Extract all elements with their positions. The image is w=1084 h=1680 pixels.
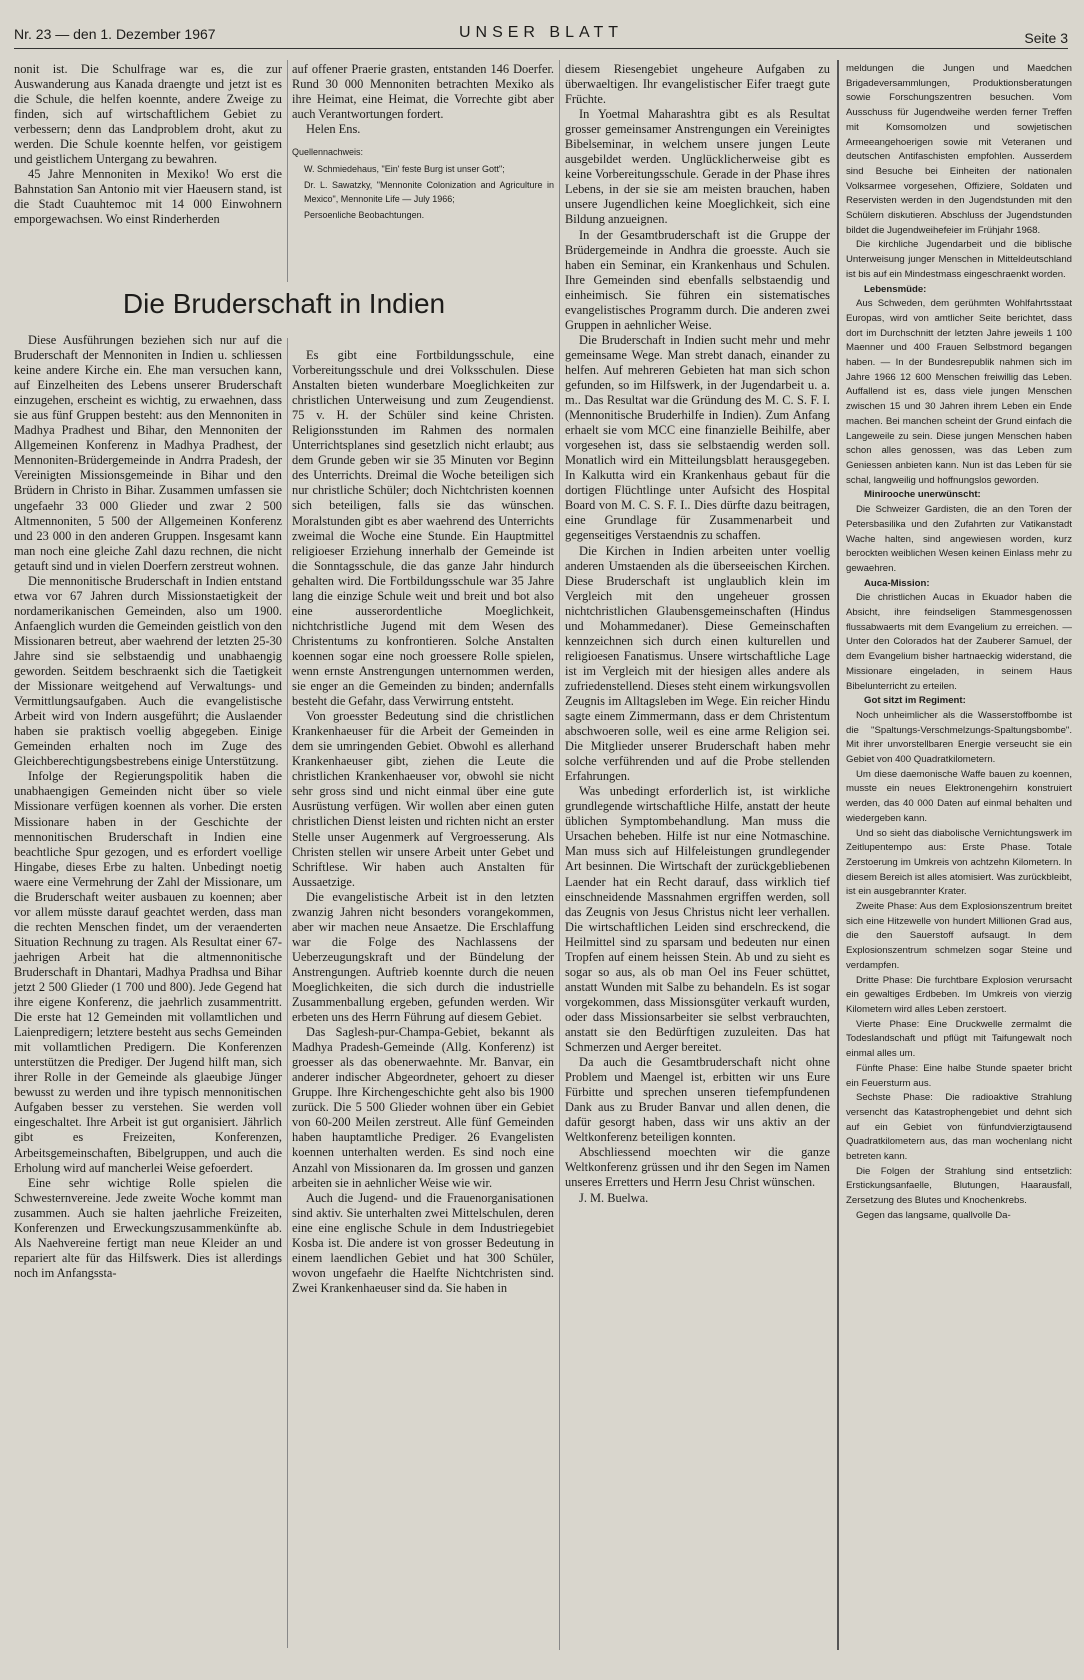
paragraph: Von groesster Bedeutung sind die christlichen Krankenhaeuser für die Arbeit der Gemeinden in dem sie umringenden Gebiet. Obwohl es allerhand Krankenhaeuser gibt, ziehen die Leute die christlichen Krankenhaeuser vor, obwohl sie nicht sehr gross sind und nicht einmal über eine gute Ausrüstung verfügen. Wir wollen aber einen guten christlichen Dienst leisten und richten nicht an erster Stelle unser Augenmerk auf Vergroesserung. Als Christen stellen wir unsere Arbeit unter Gebet und Schriftlese. Wir haben auch Anstalten für Aussaetzige. [292, 709, 554, 889]
article-col1 [14, 333, 282, 1281]
paragraph: Was unbedingt erforderlich ist, ist wirkliche grundlegende wirtschaftliche Hilfe, anstatt der heute üblichen Symptombehandlung. Man muss die Ursachen beheben. Hilfe ist nur eine Notmaschine. Man muss sich auf Hilfeleistungen grundlegender Art besinnen. Die Wirtschaft der zurückgebliebenen Laender hat ein Recht darauf, dass wirklich tief einschneidende Massnahmen ergriffen werden, soll das Zeugnis von Jesus Christus nicht leer verhallen. Die wirtschaftlichen Leiden sind erschreckend, die Heilmittel sind zu sparsam und bedeuten nur einen Tropfen auf einem heissen Stein. Ab und zu sieht es sogar so aus, als ob man Oel ins Feuer schüttet, anstatt Wunden mit Salbe zu behandeln. Es ist sogar vorgekommen, dass Missionsgüter verkauft wurden, oder dass Missionsarbeiter sie selbst verbrauchten, anstatt sie den Bedürftigen zuzuleiten. Das hat Schmerzen und Aerger bereitet. [565, 784, 830, 1055]
sources-label: Quellennachweis: [292, 147, 364, 158]
article-col2 [292, 348, 554, 1296]
issue-date: Nr. 23 — den 1. Dezember 1967 [14, 26, 216, 42]
header-rule [14, 48, 1068, 49]
sidebar-paragraph: Gegen das langsame, quallvolle Da- [856, 1209, 1011, 1221]
sidebar-paragraph: Zweite Phase: Aus dem Explosionszentrum breitet sich eine Hitzewelle von hundert Millionen Grad aus, die den Sauerstoff aufsaugt. In dem Explosionszentrum schmelzen sogar Steine und verdampfen. [846, 901, 1072, 971]
author-signature: Helen Ens. [306, 122, 361, 137]
sidebar-paragraph: Um diese daemonische Waffe bauen zu koennen, musste ein neues Elektronengehirn konstruiert werden, das 40 000 Daten auf einmal behalten und wiedergeben kann. [846, 768, 1072, 824]
sidebar-paragraph: Die Folgen der Strahlung sind entsetzlich: Erstickungsanfaelle, Blutungen, Haarausfall, Zersetzung des Blutes und Knochenkrebs. [846, 1165, 1072, 1207]
paragraph: Infolge der Regierungspolitik haben die unabhaengigen Gemeinden nicht über so viele Missionare verfügen koennen als vorher. Die ersten Missionare haben in der Geschichte der mennonitischen Bruderschaft in Indien eine beachtliche Spur gezogen, und es erfordert voellige Hingabe, dieses Erbe zu halten. Unbedingt noetig waere eine Vermehrung der Zahl der Missionare, um die Bruderschaft weiter ausbauen zu koennen; aber vor allem müsste darauf geachtet werden, dass man die rechten Menschen findet, um der veraenderten Situation Rechnung zu tragen. Als Resultat einer 67-jaehrigen Arbeit hat die altmennonitische Bruderschaft in Dhantari, Madhya Pradhsa und Bihar jetzt 2 500 Glieder (1 700 und 800). Jede Gegend hat ihre eigene Konferenz, die jaehrlich zusammentritt. Die erste hat 12 Gemeinden mit vollamtlichen und Laienpredigern; letztere besteht aus sechs Gemeinden mit vollamtlichen Predigern. Die Konferenzen unterstützen die Prediger. Der Jugend hilft man, sich ihrer Rolle in der Gemeinde als glaeubige Jünger bewusst zu werden und ihre typisch mennonitischen Aufgaben besser zu verstehen. Sie werden voll eingeschaltet. Ihre Arbeit ist gut organisiert. Jährlich gibt es Freizeiten, Konferenzen, Arbeitsgemeinschaften, Bibelgruppen, und auch die Erholung wird auf mancherlei Weise gefoerdert. [14, 769, 282, 1175]
sidebar-paragraph: Die kirchliche Jugendarbeit und die biblische Unterweisung junger Menschen in Mitteldeutschland ist bis auf ein Mindestmass eingeschraenkt worden. [846, 239, 1072, 280]
article-headline: Die Bruderschaft in Indien [122, 288, 446, 319]
sidebar-subheading: Lebensmüde: [864, 283, 927, 295]
sidebar-paragraph: Die Schweizer Gardisten, die an den Toren der Petersbasilika und den Zufahrten zur Vatikanstadt Wache halten, sind angewiesen worden, kurz berockten weiblichen Wesen keinen Einlass mehr zu gewaehren. [846, 504, 1072, 574]
sidebar-subheading: Got sitzt im Regiment: [864, 695, 966, 707]
article-col3 [565, 62, 830, 1206]
paragraph: Da auch die Gesamtbruderschaft nicht ohne Problem und Maengel ist, erbitten wir uns Eure Fürbitte und sprechen unseren tiefempfundenen Dank aus zu Bruder Banvar und allen denen, die dafür gesorgt haben, dass wir uns aktiv an der Weltkonferenz beteiligen konnten. [565, 1055, 830, 1145]
paragraph: In Yoetmal Maharashtra gibt es als Resultat grosser gemeinsamer Anstrengungen ein Vereinigtes Bibelseminar, in welchem unsere jungen Leute ausgebildet werden. Unglücklicherweise gibt es keine Vorbereitungsschule. Gerade in der Phase ihres Lebens, in der sie sie am meisten brauchen, haben unsere Jugendlichen keine Moeglichkeit, sich eine Bildung anzueignen. [565, 107, 830, 227]
paragraph: In der Gesamtbruderschaft ist die Gruppe der Brüdergemeinde in Andhra die groesste. Auch sie haben ein Seminar, ein Krankenhaus und Schulen. Ihre Gemeinden sind ebenfalls selbstaendig und einheimisch. Sie führen ein sistematisches evangelistisches Programm durch. Die anderen zwei Gruppen in aehnlicher Weise. [565, 227, 830, 332]
source-item: W. Schmiedehaus, "Ein' feste Burg ist unser Gott"; [304, 164, 505, 175]
sidebar-paragraph: Aus Schweden, dem gerühmten Wohlfahrtsstaat Europas, wird von amtlicher Seite berichtet, dass dort im Durchschnitt der letzten Jahre jeweils 1 100 Maenner und 400 Frauen Selbstmord begangen haben. — In der Bundesrepublik nahmen sich im Jahre 1966 12 600 Menschen freiwillig das Leben. Auffallend ist es, dass viele jungen Menschen zwischen 15 und 30 Jahren ihrem Leben ein Ende machen. Bei manchen scheint der Grund einfach die Langeweile zu sein. Diese jungen Menschen haben schon alles genossen, was das Leben zum Geniessen anbieten kann. Nun ist das Leben für sie schal, langweilig und hoffnungslos geworden. [846, 298, 1072, 486]
paragraph: Es gibt eine Fortbildungsschule, eine Vorbereitungsschule und drei Volksschulen. Diese Anstalten bieten wunderbare Moeglichkeiten zur christlichen Unterweisung und zum Zeugendienst. 75 v. H. der Schüler sind keine Christen. Religionsstunden im Rahmen des normalen Unterrichtsplanes sind gesetzlich nicht erlaubt; aus dem Grunde geben wir sie 35 Minuten vor Beginn des Unterrichts. Dreimal die Woche beteiligen sich nur christliche Schüler; doch Nichtchristen koennen sich beteiligen, falls sie das wünschen. Moralstunden gibt es aber waehrend des Unterrichts zweimal die Woche eine Stunde. Ein Hauptmittel religioeser Erziehung innerhalb der Gemeinde ist die Sonntagsschule, die das ganze Jahr hindurch gehalten wird. Die Fortbildungsschule war 35 Jahre lang die einzige Schule weit und breit und bot also eine ausserordentliche Moeglichkeit, nichtchristliche Jugend mit dem Wesen des Christentums zu konfrontieren. Solche Anstalten koennen sogar eine noch groessere Rolle spielen, wenn ernste Anstrengungen unternommen werden, sie enger an die Gemeinden zu binden; andernfalls besteht die Gefahr, dass Verwirrung entsteht. [292, 348, 554, 709]
sidebar-paragraph: Sechste Phase: Die radioaktive Strahlung versencht das Katastrophengebiet und dehnt sich auf ein Gebiet von fünfundvierzigtausend Quadratkilometern aus, das man wochenlang nicht betreten kann. [846, 1092, 1072, 1163]
paragraph: Die mennonitische Bruderschaft in Indien entstand etwa vor 67 Jahren durch Missionstaetigkeit der nordamerikanischen Gemeinden, also um 1900. Anfaenglich wurden die Gemeinden geistlich von den Missionaren betreut, aber waehrend der letzten 25-30 Jahre sind sie selbstaendig und unabhaengig geworden. Seitdem beschraenkt sich die Taetigkeit der Missionare weitgehend auf Verwaltungs- und Vermittlungsaufgaben. Auch die evangelistische Arbeit wird von Indern ausgeführt; die Auslaender haben sie praktisch voellig abgegeben. Einige Gemeinden erhalten noch im Zuge des Gleichberechtigungsbestrebens einige Unterstützung. [14, 573, 282, 769]
paragraph: auf offener Praerie grasten, entstanden 146 Doerfer. Rund 30 000 Mennoniten betrachten Mexiko als ihre Heimat, eine Heimat, die Vorrechte gibt aber auch Verantwortungen fordert. [292, 62, 554, 122]
top-article-col2 [292, 62, 554, 224]
sidebar-paragraph: Fünfte Phase: Eine halbe Stunde spaeter bricht ein Feuersturm aus. [846, 1062, 1072, 1089]
sidebar-subheading: Minirooche unerwünscht: [864, 489, 981, 501]
page-header [14, 24, 1068, 46]
masthead-title: UNSER BLATT [458, 24, 624, 41]
paragraph: Das Saglesh-pur-Champa-Gebiet, bekannt als Madhya Pradesh-Gemeinde (Allg. Konferenz) ist groesser als das obenerwaehnte. Mr. Banvar, ein anderer indischer Abgeordneter, gehoert zu dieser Gruppe. Ihre Kirchengeschichte geht also bis 1900 zurück. Die 5 500 Glieder wohnen über ein Gebiet von 60-200 Meilen zerstreut. Alle fünf Gemeinden haben hauptamtliche Prediger. 26 Evangelisten koennen unterhalten werden. Es sind noch eine Anzahl von Missionaren da. Im grossen und ganzen arbeiten sie in aehnlicher Weise wie wir. [292, 1025, 554, 1190]
author-signature: J. M. Buelwa. [579, 1190, 649, 1205]
source-item: Dr. L. Sawatzky, "Mennonite Colonization and Agriculture in Mexico", Mennonite Life — July 1966; [304, 180, 554, 205]
paragraph: Diese Ausführungen beziehen sich nur auf die Bruderschaft der Mennoniten in Indien u. schliessen keine andere Kirche ein. Ehe man versuchen kann, auf Einzelheiten des Lebens unserer Bruderschaft einzugehen, erscheint es wichtig, zu erwaehnen, dass sie aus fünf Gruppen besteht: aus den Mennoniten in Madhya Pradhest und Bihar, den Mennoniten der Allgemeinen Konferenz in Madhya Pradhest, der Mennoniten-Brüdergemeinde in Andrra Pradesh, der Vereinigten Missionsgemeinde in Bihar und den Brüdern in Christo in Bihar. Zusammen umfassen sie ungefaehr 33 000 Glieder und zwar 2 500 Altmennoniten, 5 500 der Allgemeinen Konferenz und 23 000 in den anderen Gruppen. Insgesamt kann man noch eine gleiche Zahl dazu rechnen, die nicht getauft sind und in vielen Doerfern zerstreut wohnen. [14, 333, 282, 573]
paragraph: Die Kirchen in Indien arbeiten unter voellig anderen Umstaenden als die überseeischen Kirchen. Diese Bruderschaft ist unglaublich klein im Vergleich mit den ungeheuer grossen nichtchristlichen Glaubensgemeinschaften (Hindus und Mohammedaner). Diese Gemeinschaften kennzeichnen sich durch einen kulturellen und religioesen Fanatismus. Unsere wirtschaftliche Lage ist im Vergleich mit der hiesigen alles andere als zufriedenstellend. Dieses steht einem wirkungsvollen Zeugnis im Alltagsleben im Wege. Ein reicher Hindu sagte einem Zimmermann, dass er dem Christentum abschwoeren solle, weil es eine arme Religion sei. Die Mitglieder unserer Bruderschaft haben mehr solche verführenden und auf die Probe stellenden Erfahrungen. [565, 543, 830, 784]
paragraph: Auch die Jugend- und die Frauenorganisationen sind aktiv. Sie unterhalten zwei Mittelschulen, deren eine eine englische Schule in dem Industriegebiet Kosba ist. Die andere ist von grosser Bedeutung in einem laendlichen Gebiet und hat 300 Schüler, wovon ungefaehr die Haelfte Nichtchristen sind. Zwei Krankenhaeuser sind da. Sie haben in [292, 1190, 554, 1295]
sidebar-divider [837, 60, 839, 1650]
paragraph: Die Bruderschaft in Indien sucht mehr und mehr gemeinsame Wege. Man strebt danach, einander zu helfen. Auf mehreren Gebieten hat man sich schon gefunden, so im Hilfswerk, in der Jugendarbeit u. a. m.. Das Resultat war die Gründung des M. C. S. F. I. (Mennonitische Bruderhilfe in Indien). Zum Anfang erhaelt sie vom MCC eine finanzielle Beihilfe, aber vorgesehen ist, dass sie selbstaendig werden soll. Monatlich wird ein Mitteilungsblatt herausgegeben. In Kalkutta wird ein Krankenhaus gebaut für die dortigen Flüchtlinge unter Aufsicht des Hospital Board von M. C. S. F. I.. Dies dürfte dazu beitragen, eine Grundlage für Zusammenarbeit und gegenseitiges Verstaendnis zu schaffen. [565, 332, 830, 543]
paragraph: diesem Riesengebiet ungeheure Aufgaben zu überwaeltigen. Ihr evangelistischer Eifer traegt gute Früchte. [565, 62, 830, 107]
sidebar-paragraph: Und so sieht das diabolische Vernichtungswerk im Zeitlupentempo aus: Erste Phase. Totale Zerstoerung im Umkreis von achtzehn Kilometern. In diesem Bereich ist alles atomisiert. Was zurückbleibt, ist ein ausgebrannter Krater. [846, 827, 1072, 898]
paragraph: Abschliessend moechten wir die ganze Weltkonferenz grüssen und ihr den Segen im Namen unseres Erretters und Herrn Jesu Christ wünschen. [565, 1145, 830, 1190]
sidebar-paragraph: Die christlichen Aucas in Ekuador haben die Absicht, ihre feindseligen Stammesgenossen flussabwaerts mit dem Evangelium zu erreichen. — Unter den Colorados hat der Zauberer Samuel, der dem Evangelium bisher hartnaeckig widerstand, die Missionare eingeladen, in seinem Haus Bibelunterricht zu erteilen. [846, 592, 1072, 692]
source-item: Persoenliche Beobachtungen. [304, 210, 425, 221]
paragraph: Eine sehr wichtige Rolle spielen die Schwesternvereine. Jede zweite Woche kommt man zusammen. Auch sie halten jaehrliche Freizeiten, Konferenzen und Erweckungszusammenkünfte ab. Als Naehvereine fertigt man neue Kleider an und repariert alte für das Hilfswerk. Dies ist allerdings noch im Anfangssta- [14, 1175, 282, 1280]
paragraph: nonit ist. Die Schulfrage war es, die zur Auswanderung aus Kanada draengte und jetzt ist es die Schule, die helfen koennte, andere Zweige zu finden, sich auf wirtschaftlichem Gebiet zu verbessern; denn das Landproblem droht, akut zu werden. Die Schule koennte helfen, vor geistigem und geistlichem Untergang zu bewahren. [14, 62, 282, 167]
news-sidebar [846, 62, 1072, 1224]
paragraph: 45 Jahre Mennoniten in Mexiko! Wo erst die Bahnstation San Antonio mit vier Haeusern stand, ist die Stadt Cuauhtemoc mit 14 000 Einwohnern emporgewachsen. Wo einst Rinderherden [14, 167, 282, 227]
sidebar-paragraph: meldungen die Jungen und Maedchen Brigadeversammlungen, Produktionsberatungen sowie Forschungszentren besuchen. Vom Ausschuss für Jugendweihe werden ferner Treffen mit Komsomolzen und sowjetischen Armeeangehoerigen sowie mit Veteranen und deutschen Antifaschisten empfohlen. Ausserdem sind Besuche bei Einheiten der nationalen Volksarmee vorgesehen, Offiziere, Soldaten und Reservisten werden in den Jugendstunden mit den Schülern diskutieren. Abschluss der Jugendstunden bildet die Jugendweihefeier im Frühjahr 1968. [846, 63, 1072, 236]
top-article-col1 [14, 62, 282, 228]
column-divider [287, 338, 288, 1648]
sidebar-paragraph: Dritte Phase: Die furchtbare Explosion verursacht ein gewaltiges Erdbeben. Im Umkreis von vierzig Kilometern wird alles Leben zerstoert. [846, 974, 1072, 1015]
column-divider [287, 60, 288, 282]
page-number: Seite 3 [1024, 30, 1068, 46]
sidebar-paragraph: Vierte Phase: Eine Druckwelle zermalmt die Todeslandschaft und pflügt mit Taifungewalt noch einmal alles um. [846, 1018, 1072, 1060]
paragraph: Die evangelistische Arbeit ist in den letzten zwanzig Jahren nicht besonders vorangekommen, aber wir machen neue Ansaetze. Die Erschlaffung war die Folge des Nachlassens der Ueberzeugungskraft und der Bündelung der Anstrengungen. Auftrieb koennte durch die neuen Moeglichkeiten, die sich durch die industrielle Zusammenballung ergeben, gefunden werden. Wir erbeten uns des Herrn Führung auf diesem Gebiet. [292, 889, 554, 1025]
sidebar-paragraph: Noch unheimlicher als die Wasserstoffbombe ist die "Spaltungs-Verschmelzungs-Spaltungsbombe". Mit ihrer unvorstellbaren Energie verseucht sie ein Gebiet von 400 Quadratkilometern. [846, 709, 1072, 766]
sidebar-subheading: Auca-Mission: [864, 577, 930, 589]
column-divider [559, 60, 560, 1650]
sources-list [292, 145, 554, 222]
